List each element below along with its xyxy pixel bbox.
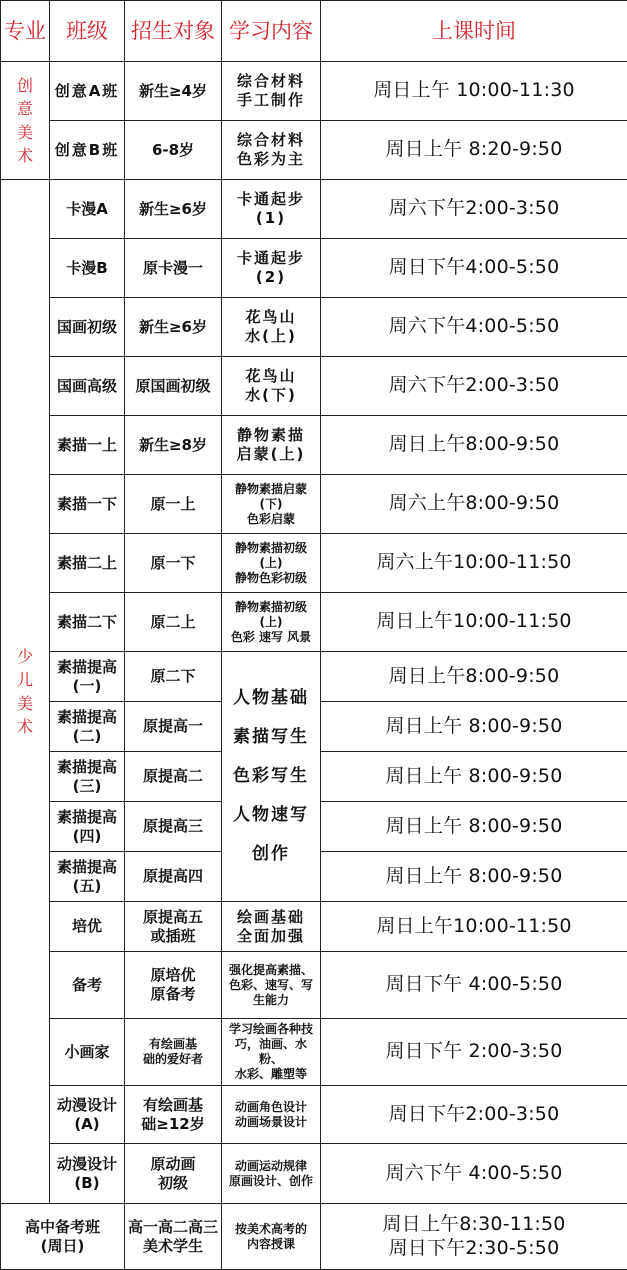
table-row <box>1 1086 627 1144</box>
table-row <box>1 1144 627 1204</box>
group-char: 少 <box>1 645 49 668</box>
target-cell: 新生≥8岁 <box>125 416 222 475</box>
content-cell: 静物素描启蒙(下) 色彩启蒙 <box>222 475 321 534</box>
time-cell: 周六下午4:00-5:50 <box>321 298 627 357</box>
class-cell: 素描二下 <box>50 593 125 652</box>
group-creative-art <box>1 62 50 180</box>
table-row-final <box>1 1204 627 1270</box>
table-row <box>1 475 627 534</box>
content-cell: 静物素描初级(上) 静物色彩初级 <box>222 534 321 593</box>
class-cell: 培优 <box>50 902 125 952</box>
table-row <box>1 534 627 593</box>
target-cell: 原二上 <box>125 593 222 652</box>
time-cell: 周日上午10:00-11:50 <box>321 902 627 952</box>
content-cell: 按美术高考的 内容授课 <box>222 1204 321 1270</box>
class-cell: 卡漫A <box>50 180 125 239</box>
content-cell: 卡通起步 (1) <box>222 180 321 239</box>
class-cell: 备考 <box>50 952 125 1019</box>
class-cell: 素描二上 <box>50 534 125 593</box>
group-char: 术 <box>1 715 49 738</box>
table-row <box>1 62 627 121</box>
merged-content-cell: 人物基础 素描写生 色彩写生 人物速写 创作 <box>222 652 321 902</box>
content-cell: 花鸟山 水(下) <box>222 357 321 416</box>
content-cell: 综合材料 色彩为主 <box>222 121 321 180</box>
class-cell: 素描提高 (二) <box>50 702 125 752</box>
group-char: 美 <box>1 692 49 715</box>
content-cell: 动画角色设计 动画场景设计 <box>222 1086 321 1144</box>
target-cell: 原提高一 <box>125 702 222 752</box>
content-cell: 绘画基础 全面加强 <box>222 902 321 952</box>
target-cell: 原提高二 <box>125 752 222 802</box>
target-cell: 新生≥6岁 <box>125 180 222 239</box>
target-cell: 原卡漫一 <box>125 239 222 298</box>
table-row <box>1 416 627 475</box>
target-cell: 原一下 <box>125 534 222 593</box>
header-major: 专业 <box>1 1 50 62</box>
table-row <box>1 593 627 652</box>
time-cell: 周六上午8:00-9:50 <box>321 475 627 534</box>
group-char: 意 <box>1 97 49 120</box>
time-cell: 周日上午8:00-9:50 <box>321 416 627 475</box>
class-cell: 素描一下 <box>50 475 125 534</box>
content-cell: 强化提高素描、 色彩、速写、写 生能力 <box>222 952 321 1019</box>
header-class: 班级 <box>50 1 125 62</box>
target-cell: 原二下 <box>125 652 222 702</box>
target-cell: 6-8岁 <box>125 121 222 180</box>
time-cell: 周日下午 4:00-5:50 <box>321 952 627 1019</box>
class-cell: 动漫设计 (A) <box>50 1086 125 1144</box>
target-cell: 原提高四 <box>125 852 222 902</box>
target-cell: 原培优 原备考 <box>125 952 222 1019</box>
target-cell: 原一上 <box>125 475 222 534</box>
content-cell: 花鸟山 水(上) <box>222 298 321 357</box>
table-row <box>1 180 627 239</box>
class-cell: 国画高级 <box>50 357 125 416</box>
target-cell: 原国画初级 <box>125 357 222 416</box>
target-cell: 新生≥6岁 <box>125 298 222 357</box>
class-cell: 动漫设计 (B) <box>50 1144 125 1204</box>
table-row <box>1 357 627 416</box>
time-cell: 周日上午 8:00-9:50 <box>321 702 627 752</box>
group-char: 创 <box>1 74 49 97</box>
content-cell: 学习绘画各种技 巧，油画、水粉、 水彩、雕塑等 <box>222 1019 321 1086</box>
target-cell: 高一高二高三 美术学生 <box>125 1204 222 1270</box>
time-cell: 周日下午 2:00-3:50 <box>321 1019 627 1086</box>
time-cell: 周日上午 8:00-9:50 <box>321 802 627 852</box>
group-char: 术 <box>1 144 49 167</box>
header-content: 学习内容 <box>222 1 321 62</box>
content-cell: 静物素描初级(上) 色彩 速写 风景 <box>222 593 321 652</box>
table-row <box>1 652 627 702</box>
time-cell: 周日上午8:30-11:50 周日下午2:30-5:50 <box>321 1204 627 1270</box>
time-cell: 周六下午2:00-3:50 <box>321 357 627 416</box>
time-cell: 周日上午10:00-11:50 <box>321 593 627 652</box>
time-cell: 周日下午2:00-3:50 <box>321 1086 627 1144</box>
time-cell: 周日上午8:00-9:50 <box>321 652 627 702</box>
target-cell: 原提高三 <box>125 802 222 852</box>
time-cell: 周六下午2:00-3:50 <box>321 180 627 239</box>
header-row <box>1 1 627 62</box>
target-cell: 有绘画基 础的爱好者 <box>125 1019 222 1086</box>
group-youth-art <box>1 180 50 1204</box>
time-cell: 周日下午4:00-5:50 <box>321 239 627 298</box>
header-target: 招生对象 <box>125 1 222 62</box>
content-cell: 静物素描 启蒙(上) <box>222 416 321 475</box>
table-row <box>1 298 627 357</box>
time-cell: 周日上午 10:00-11:30 <box>321 62 627 121</box>
class-cell: 小画家 <box>50 1019 125 1086</box>
class-cell: 创意B班 <box>50 121 125 180</box>
time-cell: 周六上午10:00-11:50 <box>321 534 627 593</box>
table-row <box>1 239 627 298</box>
group-char: 儿 <box>1 668 49 691</box>
content-cell: 综合材料 手工制作 <box>222 62 321 121</box>
class-cell: 素描提高 (一) <box>50 652 125 702</box>
target-cell: 原动画 初级 <box>125 1144 222 1204</box>
content-cell: 卡通起步 (2) <box>222 239 321 298</box>
class-cell: 素描提高 (三) <box>50 752 125 802</box>
content-cell: 动画运动规律 原画设计、创作 <box>222 1144 321 1204</box>
target-cell: 原提高五 或插班 <box>125 902 222 952</box>
class-cell: 素描提高 (四) <box>50 802 125 852</box>
target-cell: 有绘画基 础≥12岁 <box>125 1086 222 1144</box>
time-cell: 周六下午 4:00-5:50 <box>321 1144 627 1204</box>
table-row <box>1 1019 627 1086</box>
header-time: 上课时间 <box>321 1 627 62</box>
table-row <box>1 902 627 952</box>
class-cell: 创意A班 <box>50 62 125 121</box>
class-cell: 国画初级 <box>50 298 125 357</box>
time-cell: 周日上午 8:00-9:50 <box>321 752 627 802</box>
time-cell: 周日上午 8:20-9:50 <box>321 121 627 180</box>
group-char: 美 <box>1 121 49 144</box>
class-cell: 高中备考班 (周日) <box>1 1204 125 1270</box>
target-cell: 新生≥4岁 <box>125 62 222 121</box>
class-cell: 卡漫B <box>50 239 125 298</box>
time-cell: 周日上午 8:00-9:50 <box>321 852 627 902</box>
class-cell: 素描提高 (五) <box>50 852 125 902</box>
table-row <box>1 121 627 180</box>
class-cell: 素描一上 <box>50 416 125 475</box>
table-row <box>1 952 627 1019</box>
